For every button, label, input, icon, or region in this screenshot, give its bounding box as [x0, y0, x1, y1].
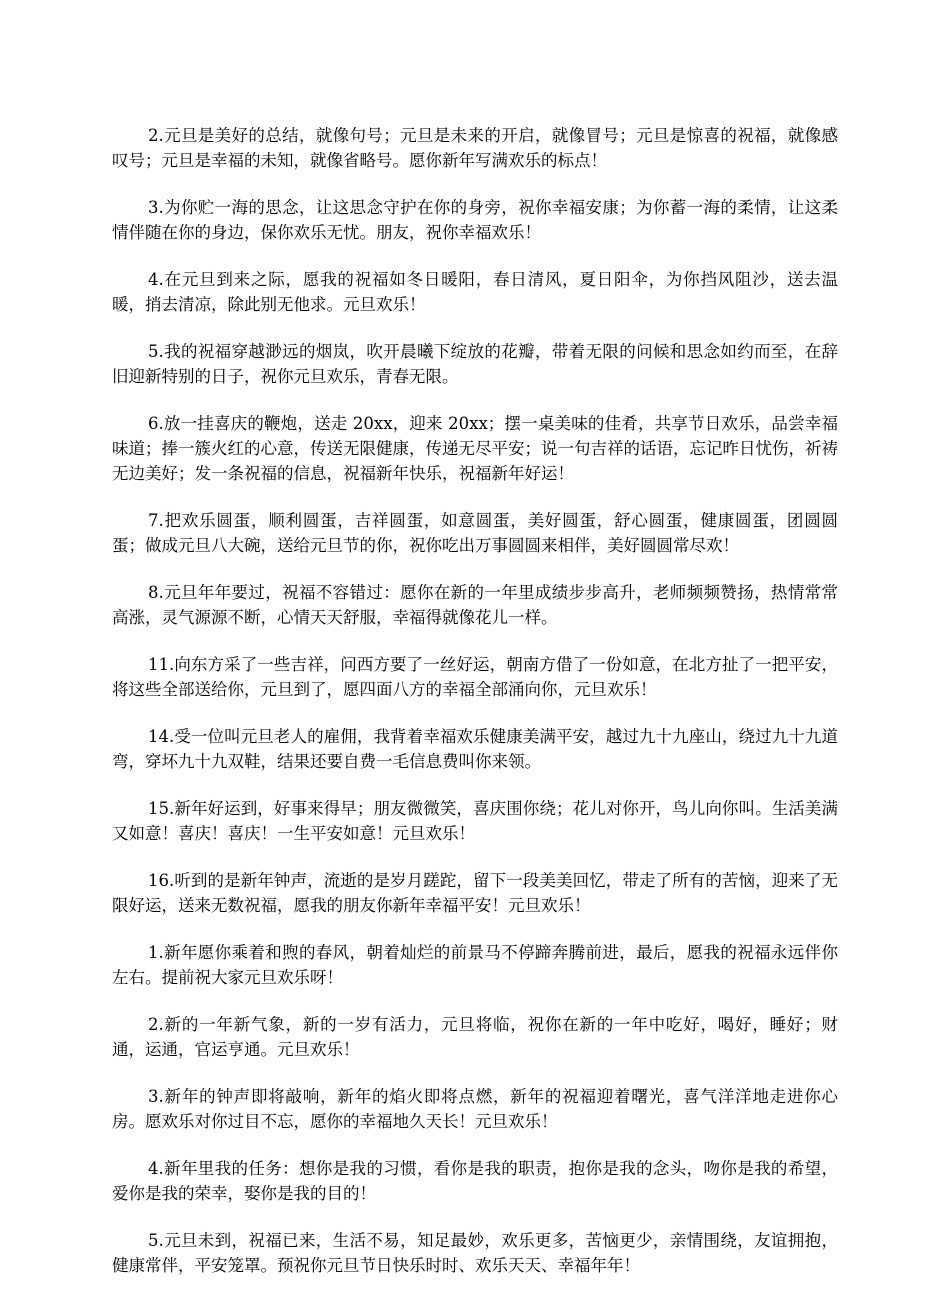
paragraph: 4.新年里我的任务：想你是我的习惯，看你是我的职责，抱你是我的念头，吻你是我的希望，爱你是我的荣幸，娶你是我的目的！ — [112, 1159, 838, 1203]
paragraph: 2.新的一年新气象，新的一岁有活力，元旦将临，祝你在新的一年中吃好，喝好，睡好；财通，运通，官运亨通。元旦欢乐！ — [112, 1015, 838, 1059]
paragraph: 11.向东方采了一些吉祥，问西方要了一丝好运，朝南方借了一份如意，在北方扯了一把平安，将这些全部送给你，元旦到了，愿四面八方的幸福全部涌向你，元旦欢乐！ — [112, 655, 838, 699]
paragraph: 2.元旦是美好的总结，就像句号；元旦是未来的开启，就像冒号；元旦是惊喜的祝福，就像感叹号；元旦是幸福的未知，就像省略号。愿你新年写满欢乐的标点！ — [112, 126, 838, 170]
paragraph: 8.元旦年年要过，祝福不容错过：愿你在新的一年里成绩步步高升，老师频频赞扬，热情常常高涨，灵气源源不断，心情天天舒服，幸福得就像花儿一样。 — [112, 583, 838, 627]
paragraph: 1.新年愿你乘着和煦的春风，朝着灿烂的前景马不停蹄奔腾前进，最后，愿我的祝福永远伴你左右。提前祝大家元旦欢乐呀！ — [112, 943, 838, 987]
paragraph: 3.新年的钟声即将敲响，新年的焰火即将点燃，新年的祝福迎着曙光，喜气洋洋地走进你心房。愿欢乐对你过目不忘，愿你的幸福地久天长！元旦欢乐！ — [112, 1087, 838, 1131]
document-body — [112, 123, 838, 1300]
paragraph: 3.为你贮一海的思念，让这思念守护在你的身旁，祝你幸福安康；为你蓄一海的柔情，让这柔情伴随在你的身边，保你欢乐无忧。朋友，祝你幸福欢乐！ — [112, 198, 838, 242]
paragraph: 16.听到的是新年钟声，流逝的是岁月蹉跎，留下一段美美回忆，带走了所有的苦恼，迎来了无限好运，送来无数祝福，愿我的朋友你新年幸福平安！元旦欢乐！ — [112, 871, 838, 915]
paragraph: 15.新年好运到，好事来得早；朋友微微笑，喜庆围你绕；花儿对你开，鸟儿向你叫。生活美满又如意！喜庆！喜庆！一生平安如意！元旦欢乐！ — [112, 799, 838, 843]
paragraph: 5.我的祝福穿越渺远的烟岚，吹开晨曦下绽放的花瓣，带着无限的问候和思念如约而至，在辞旧迎新特别的日子，祝你元旦欢乐，青春无限。 — [112, 342, 838, 386]
paragraph: 4.在元旦到来之际，愿我的祝福如冬日暖阳，春日清风，夏日阳伞，为你挡风阻沙，送去温暖，捎去清凉，除此别无他求。元旦欢乐！ — [112, 270, 838, 314]
paragraph: 6.放一挂喜庆的鞭炮，送走 20xx，迎来 20xx；摆一桌美味的佳肴，共享节日欢乐，品尝幸福味道；捧一簇火红的心意，传送无限健康，传递无尽平安；说一句吉祥的话语，忘记昨日忧伤，祈祷无边美好；发一条祝福的信息，祝福新年快乐，祝福新年好运！ — [112, 414, 838, 483]
paragraph: 5.元旦未到，祝福已来，生活不易，知足最妙，欢乐更多，苦恼更少，亲情围绕，友谊拥抱，健康常伴，平安笼罩。预祝你元旦节日快乐时时、欢乐天天、幸福年年！ — [112, 1231, 838, 1275]
paragraph: 14.受一位叫元旦老人的雇佣，我背着幸福欢乐健康美满平安，越过九十九座山，绕过九十九道弯，穿坏九十九双鞋，结果还要自费一毛信息费叫你来领。 — [112, 727, 838, 771]
paragraph: 7.把欢乐圆蛋，顺利圆蛋，吉祥圆蛋，如意圆蛋，美好圆蛋，舒心圆蛋，健康圆蛋，团圆圆蛋；做成元旦八大碗，送给元旦节的你，祝你吃出万事圆圆来相伴，美好圆圆常尽欢！ — [112, 511, 838, 555]
